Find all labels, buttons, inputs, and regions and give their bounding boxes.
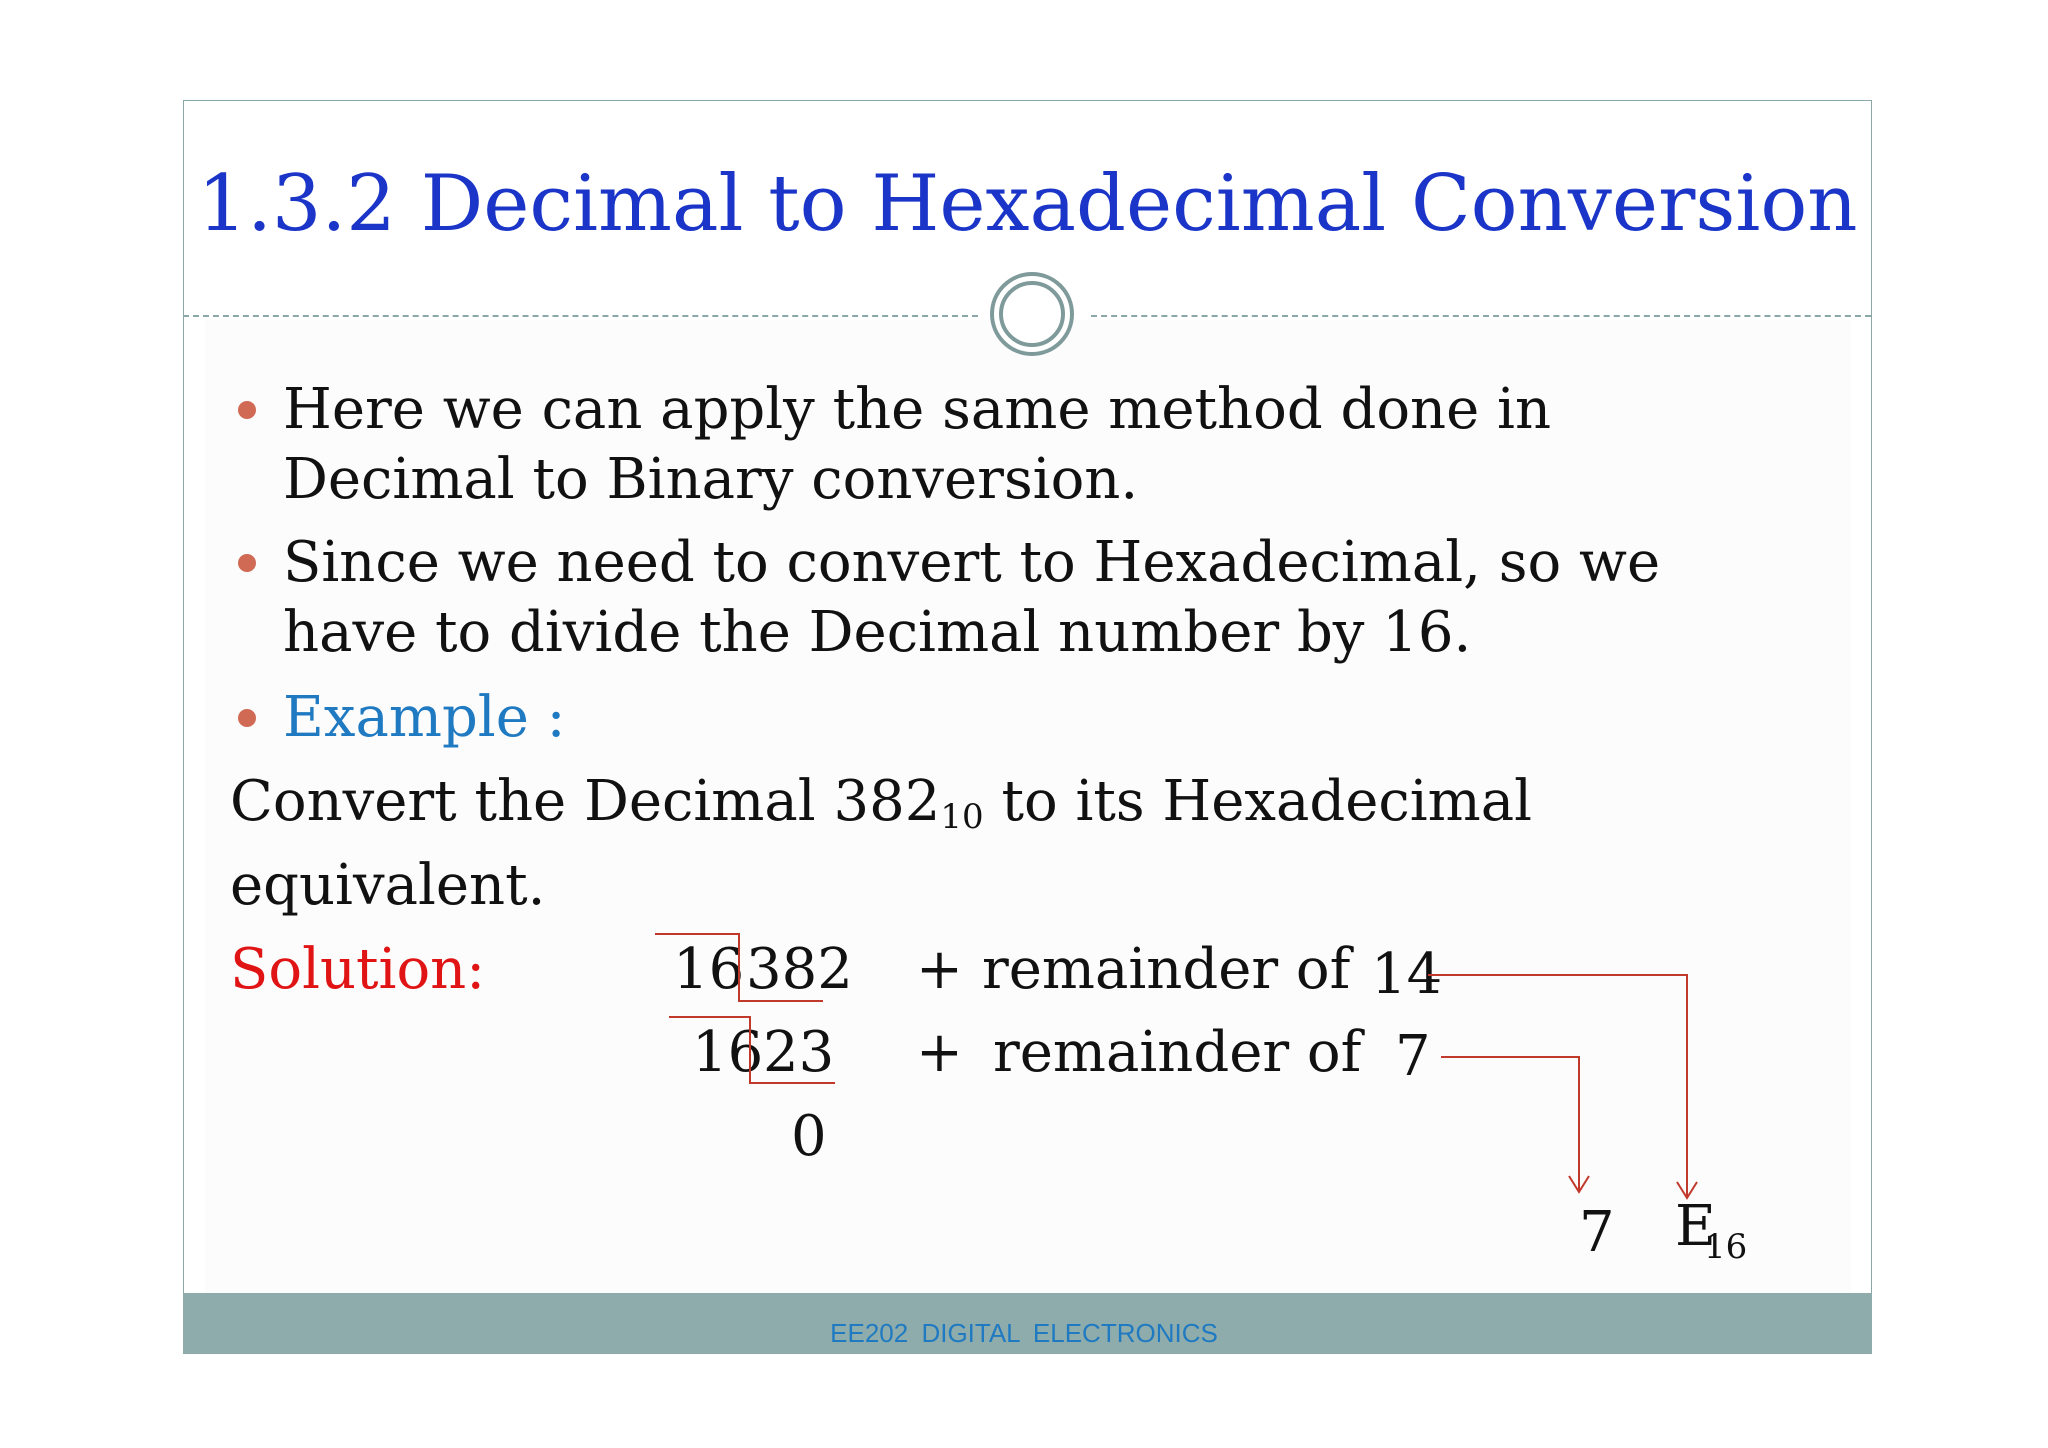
row2-plus: +	[916, 1020, 963, 1085]
row2-divisor: 16	[692, 1020, 764, 1085]
arrow-7-to-7	[1441, 1057, 1579, 1190]
row1-plus: +	[916, 937, 963, 1002]
row1-remainder-text: remainder of	[982, 937, 1351, 1002]
final-quotient: 0	[791, 1104, 827, 1169]
bullet-text: Here we can apply the same method done in Decimal to Binary conversion.	[283, 377, 1552, 512]
example-label: Example :	[283, 685, 566, 750]
footer-text: EE202 DIGITAL ELECTRONICS	[830, 1318, 1218, 1348]
division-annotations	[183, 100, 1872, 1354]
row1-remainder-value: 14	[1371, 942, 1443, 1007]
example-subscript: 10	[940, 797, 984, 837]
result-digit-7: 7	[1579, 1200, 1615, 1265]
example-text-before: Convert the Decimal 382	[230, 769, 941, 834]
row1-divisor: 16	[673, 937, 745, 1002]
solution-label: Solution:	[230, 937, 486, 1002]
row1-dividend: 382	[746, 937, 853, 1002]
bullet-text: Since we need to convert to Hexadecimal, so we have to divide the Decimal number by 16.	[283, 530, 1661, 665]
result-digit-e: E	[1675, 1194, 1716, 1259]
result-base-subscript: 16	[1704, 1227, 1748, 1267]
arrow-14-to-e	[1428, 975, 1687, 1196]
slide-content	[183, 100, 1872, 1354]
row2-dividend: 23	[763, 1020, 835, 1085]
row2-remainder-value: 7	[1395, 1024, 1431, 1089]
slide-title: 1.3.2 Decimal to Hexadecimal Conversion	[197, 159, 1858, 249]
row2-division-bracket	[669, 1017, 835, 1083]
example-line-2: equivalent.	[230, 853, 546, 918]
row1-division-bracket	[655, 934, 823, 1001]
row2-remainder-text: remainder of	[993, 1020, 1362, 1085]
example-text-after: to its Hexadecimal	[983, 769, 1533, 834]
